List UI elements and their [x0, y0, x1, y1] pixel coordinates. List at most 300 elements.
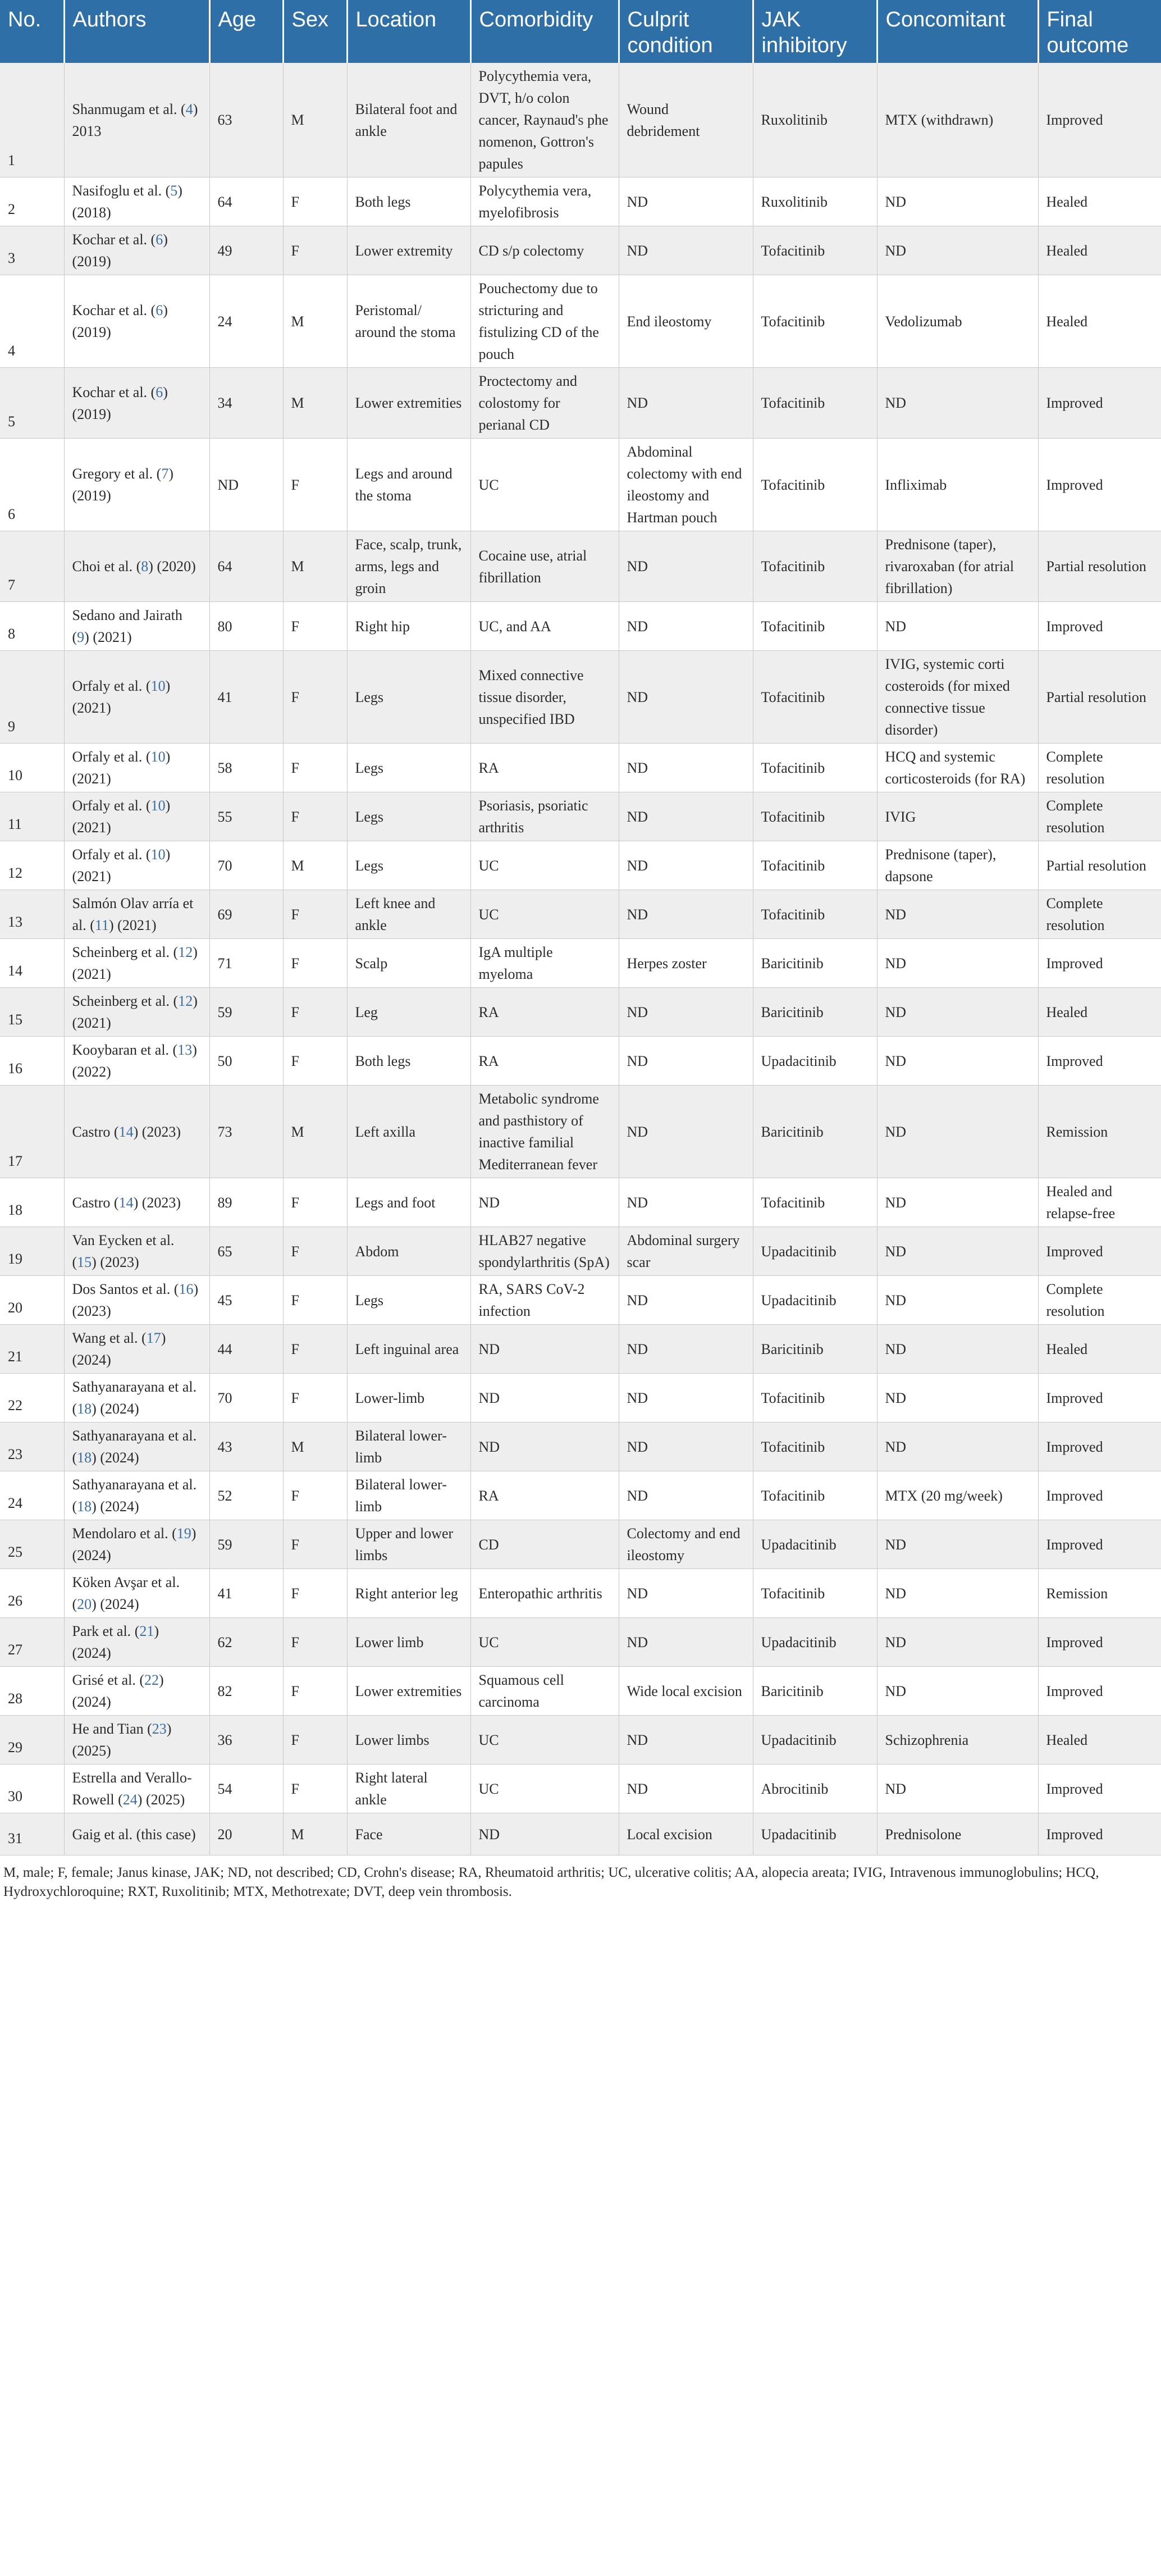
cell-age: 50 [209, 1037, 283, 1086]
cell-location: Face, scalp, trunk, arms, legs and groin [347, 531, 470, 602]
reference-link[interactable]: 22 [144, 1672, 159, 1688]
cell-authors: He and Tian (23) (2025) [64, 1716, 209, 1765]
reference-link[interactable]: 4 [185, 101, 193, 117]
cell-jak: Tofacitinib [753, 1423, 877, 1471]
cell-culprit: Wound debridement [619, 63, 753, 177]
reference-link[interactable]: 10 [150, 678, 166, 694]
cell-authors: Salmón Olav arría et al. (11) (2021) [64, 890, 209, 939]
cell-age: 89 [209, 1178, 283, 1227]
cell-sex: F [283, 1520, 347, 1569]
table-row [0, 531, 1161, 602]
cell-sex: F [283, 1227, 347, 1276]
cell-sex: M [283, 368, 347, 439]
cell-concomitant: Prednisolone [877, 1813, 1038, 1855]
cell-no: 1 [0, 63, 64, 177]
cell-authors: Grisé et al. (22) (2024) [64, 1667, 209, 1716]
table-row [0, 890, 1161, 939]
table-row [0, 1374, 1161, 1423]
cell-culprit: ND [619, 1325, 753, 1374]
author-name: Sathyanarayana et al. [72, 1379, 197, 1395]
author-year: (2024) [72, 1645, 111, 1661]
cell-comorbidity: HLAB27 negative spondylarthritis (SpA) [470, 1227, 619, 1276]
cell-comorbidity: UC [470, 439, 619, 531]
cell-jak: Ruxolitinib [753, 63, 877, 177]
cell-jak: Upadacitinib [753, 1618, 877, 1667]
cell-comorbidity: RA [470, 744, 619, 792]
cell-concomitant: IVIG, systemic corti costeroids (for mixed connective tissue disorder) [877, 651, 1038, 744]
cell-outcome: Improved [1038, 1227, 1161, 1276]
cell-authors: Sathyanarayana et al. (18) (2024) [64, 1423, 209, 1471]
cell-age: 34 [209, 368, 283, 439]
reference-link[interactable]: 10 [150, 749, 166, 765]
cell-location: Legs [347, 744, 470, 792]
cell-age: 43 [209, 1423, 283, 1471]
cell-no: 2 [0, 177, 64, 226]
cell-outcome: Complete resolution [1038, 792, 1161, 841]
cell-concomitant: Vedolizumab [877, 275, 1038, 368]
author-year: (2021) [72, 868, 111, 884]
cell-sex: F [283, 1276, 347, 1325]
cell-jak: Tofacitinib [753, 1178, 877, 1227]
cell-jak: Upadacitinib [753, 1520, 877, 1569]
cell-no: 20 [0, 1276, 64, 1325]
header-sex: Sex [283, 0, 347, 63]
cell-location: Bilateral foot and ankle [347, 63, 470, 177]
cell-culprit: ND [619, 841, 753, 890]
cell-outcome: Healed [1038, 1325, 1161, 1374]
cell-concomitant: ND [877, 988, 1038, 1037]
header-outcome: Final outcome [1038, 0, 1161, 63]
reference-link[interactable]: 13 [177, 1042, 193, 1058]
cell-comorbidity: CD [470, 1520, 619, 1569]
cell-sex: F [283, 1325, 347, 1374]
table-row [0, 1716, 1161, 1765]
cell-authors: Kochar et al. (6) (2019) [64, 368, 209, 439]
cell-location: Legs [347, 792, 470, 841]
author-name: Scheinberg et al. [72, 944, 170, 960]
cell-comorbidity: ND [470, 1423, 619, 1471]
cell-authors: Van Eycken et al. (15) (2023) [64, 1227, 209, 1276]
author-name: He and Tian [72, 1721, 144, 1737]
author-year: (2023) [138, 1194, 181, 1211]
cell-authors: Gregory et al. (7) (2019) [64, 439, 209, 531]
cell-jak: Tofacitinib [753, 1569, 877, 1618]
cell-authors: Wang et al. (17) (2024) [64, 1325, 209, 1374]
author-year: (2021) [89, 629, 132, 645]
author-name: Orfaly et al. [72, 797, 143, 814]
cell-age: 71 [209, 939, 283, 988]
author-name: Gregory et al. [72, 466, 153, 482]
cell-comorbidity: Proctectomy and colostomy for perianal CD [470, 368, 619, 439]
author-name: Orfaly et al. [72, 846, 143, 863]
author-year: (2023) [138, 1123, 181, 1140]
cell-no: 26 [0, 1569, 64, 1618]
author-name: Kochar et al. [72, 384, 148, 400]
cell-age: 20 [209, 1813, 283, 1855]
header-row [0, 0, 1161, 63]
reference-link[interactable]: 19 [176, 1525, 191, 1542]
cell-age: 63 [209, 63, 283, 177]
cell-authors: Kochar et al. (6) (2019) [64, 226, 209, 275]
cell-sex: F [283, 651, 347, 744]
cell-culprit: Herpes zoster [619, 939, 753, 988]
author-year: (2024) [96, 1401, 139, 1417]
cell-location: Legs and around the stoma [347, 439, 470, 531]
cell-outcome: Improved [1038, 439, 1161, 531]
cell-sex: F [283, 1667, 347, 1716]
cell-sex: M [283, 1423, 347, 1471]
cell-culprit: ND [619, 651, 753, 744]
cell-authors [64, 1813, 209, 1855]
table-footnote: M, male; F, female; Janus kinase, JAK; ND, not described; CD, Crohn's disease; RA, Rheumatoid arthritis; UC, ulcerative colitis; AA, alopecia areata; IVIG, Intravenous immunoglobulins; HCQ, Hydroxychloroquine; RXT, Ruxolitinib; MTX, Methotrexate; DVT, deep vein thrombosis. [3, 1865, 1099, 1899]
cell-comorbidity: UC [470, 890, 619, 939]
cell-no: 12 [0, 841, 64, 890]
cell-no: 19 [0, 1227, 64, 1276]
cell-culprit: ND [619, 531, 753, 602]
cell-comorbidity: RA [470, 988, 619, 1037]
cell-jak: Abrocitinib [753, 1765, 877, 1813]
cell-no: 11 [0, 792, 64, 841]
cell-no: 27 [0, 1618, 64, 1667]
table-row [0, 988, 1161, 1037]
reference-link[interactable]: 6 [156, 231, 163, 248]
author-year: (2023) [72, 1303, 111, 1319]
author-year: (2021) [72, 819, 111, 836]
cell-comorbidity: UC [470, 841, 619, 890]
cell-sex: F [283, 1178, 347, 1227]
cell-authors: Orfaly et al. (10) (2021) [64, 792, 209, 841]
cell-outcome: Improved [1038, 1765, 1161, 1813]
reference-link[interactable]: 12 [178, 944, 193, 960]
cell-jak: Upadacitinib [753, 1037, 877, 1086]
cell-sex: F [283, 744, 347, 792]
cell-location: Lower limb [347, 1618, 470, 1667]
author-year: (2024) [72, 1547, 111, 1563]
cell-jak: Upadacitinib [753, 1227, 877, 1276]
cell-sex: F [283, 792, 347, 841]
cell-authors: Mendolaro et al. (19) (2024) [64, 1520, 209, 1569]
table-row [0, 1813, 1161, 1855]
cell-comorbidity: RA, SARS CoV-2 infection [470, 1276, 619, 1325]
reference-link[interactable]: 24 [122, 1791, 138, 1808]
reference-link[interactable]: 9 [77, 629, 85, 645]
author-year: (2019) [72, 405, 111, 422]
cell-comorbidity: Squamous cell carcinoma [470, 1667, 619, 1716]
cell-comorbidity: ND [470, 1813, 619, 1855]
cell-authors: Choi et al. (8) (2020) [64, 531, 209, 602]
cell-age: 73 [209, 1086, 283, 1178]
cell-outcome: Improved [1038, 1618, 1161, 1667]
cell-concomitant: MTX (withdrawn) [877, 63, 1038, 177]
cell-concomitant: IVIG [877, 792, 1038, 841]
cell-sex: F [283, 602, 347, 651]
cell-sex: M [283, 275, 347, 368]
table-row [0, 1227, 1161, 1276]
reference-link[interactable]: 23 [152, 1721, 167, 1737]
cell-outcome: Improved [1038, 1037, 1161, 1086]
cell-jak: Tofacitinib [753, 439, 877, 531]
cell-culprit: ND [619, 1178, 753, 1227]
cell-age: 44 [209, 1325, 283, 1374]
cell-concomitant: ND [877, 1765, 1038, 1813]
cell-concomitant: ND [877, 368, 1038, 439]
cell-culprit: ND [619, 1569, 753, 1618]
cell-age: 59 [209, 1520, 283, 1569]
author-year: (2019) [72, 253, 111, 270]
cell-jak: Tofacitinib [753, 226, 877, 275]
cell-age: 41 [209, 651, 283, 744]
reference-link[interactable]: 15 [77, 1254, 92, 1270]
cell-no: 31 [0, 1813, 64, 1855]
cell-culprit: Colectomy and end ileostomy [619, 1520, 753, 1569]
reference-link[interactable]: 12 [178, 993, 193, 1009]
cell-location: Left axilla [347, 1086, 470, 1178]
cell-location: Bilateral lower-limb [347, 1423, 470, 1471]
author-year: (2019) [72, 487, 111, 504]
cell-culprit: ND [619, 1765, 753, 1813]
reference-link[interactable]: 17 [146, 1330, 161, 1346]
cell-concomitant: ND [877, 890, 1038, 939]
author-name: Kochar et al. [72, 302, 148, 318]
cell-comorbidity: ND [470, 1178, 619, 1227]
cell-concomitant: Prednisone (taper), rivaroxaban (for atrial fibrillation) [877, 531, 1038, 602]
cell-outcome: Remission [1038, 1086, 1161, 1178]
cell-authors: Dos Santos et al. (16) (2023) [64, 1276, 209, 1325]
author-year: (2021) [72, 770, 111, 787]
cell-outcome: Healed and relapse-free [1038, 1178, 1161, 1227]
reference-link[interactable]: 14 [118, 1194, 134, 1211]
cell-outcome: Improved [1038, 1471, 1161, 1520]
cell-no: 25 [0, 1520, 64, 1569]
cell-concomitant: ND [877, 1178, 1038, 1227]
cell-outcome: Complete resolution [1038, 744, 1161, 792]
cell-culprit: ND [619, 1618, 753, 1667]
reference-link[interactable]: 10 [150, 846, 166, 863]
cell-outcome: Improved [1038, 1520, 1161, 1569]
author-name: Sathyanarayana et al. [72, 1428, 197, 1444]
cell-jak: Tofacitinib [753, 1374, 877, 1423]
author-year: (2025) [142, 1791, 185, 1808]
cell-culprit: ND [619, 602, 753, 651]
reference-link[interactable]: 20 [77, 1596, 92, 1612]
author-name: Kooybaran et al. [72, 1042, 170, 1058]
cell-age: 69 [209, 890, 283, 939]
cell-outcome: Partial resolution [1038, 531, 1161, 602]
table-row [0, 1276, 1161, 1325]
cell-no: 8 [0, 602, 64, 651]
cell-jak: Tofacitinib [753, 1471, 877, 1520]
author-year: (2025) [72, 1743, 111, 1759]
reference-link[interactable]: 8 [141, 558, 149, 575]
header-authors: Authors [64, 0, 209, 63]
cell-location: Upper and lower limbs [347, 1520, 470, 1569]
table-row [0, 177, 1161, 226]
cell-culprit: Abdominal surgery scar [619, 1227, 753, 1276]
table-row [0, 1667, 1161, 1716]
cell-concomitant: ND [877, 1086, 1038, 1178]
cell-authors: Castro (14) (2023) [64, 1178, 209, 1227]
cell-location: Lower extremities [347, 368, 470, 439]
author-year: (2021) [72, 1015, 111, 1031]
cell-location: Peristomal/ around the stoma [347, 275, 470, 368]
cell-concomitant: ND [877, 602, 1038, 651]
cell-jak: Tofacitinib [753, 368, 877, 439]
cell-comorbidity: ND [470, 1374, 619, 1423]
cell-concomitant: HCQ and systemic corticosteroids (for RA) [877, 744, 1038, 792]
cell-concomitant: ND [877, 177, 1038, 226]
header-age: Age [209, 0, 283, 63]
cell-outcome: Healed [1038, 1716, 1161, 1765]
cell-location: Right hip [347, 602, 470, 651]
reference-link[interactable]: 6 [156, 302, 163, 318]
table-row [0, 63, 1161, 177]
cell-concomitant: Schizophrenia [877, 1716, 1038, 1765]
cell-jak: Tofacitinib [753, 602, 877, 651]
cell-jak: Baricitinib [753, 988, 877, 1037]
cell-age: 49 [209, 226, 283, 275]
cell-no: 5 [0, 368, 64, 439]
header-concomitant: Concomitant [877, 0, 1038, 63]
author-year: (2024) [72, 1352, 111, 1368]
author-year: (2024) [72, 1694, 111, 1710]
reference-link[interactable]: 14 [118, 1123, 134, 1140]
table-row [0, 602, 1161, 651]
cell-comorbidity: UC, and AA [470, 602, 619, 651]
reference-link[interactable]: 16 [179, 1281, 194, 1297]
cell-location: Legs [347, 1276, 470, 1325]
cell-age: 55 [209, 792, 283, 841]
cell-concomitant: ND [877, 226, 1038, 275]
header-culprit: Culprit condition [619, 0, 753, 63]
reference-link[interactable]: 18 [77, 1498, 92, 1515]
cell-authors: Orfaly et al. (10) (2021) [64, 841, 209, 890]
cell-comorbidity: UC [470, 1765, 619, 1813]
author-name: Salmón Olav arría et al. [72, 895, 194, 933]
reference-link[interactable]: 5 [170, 183, 178, 199]
author-name: Estrella and Verallo-Rowell [72, 1770, 192, 1808]
cell-location: Scalp [347, 939, 470, 988]
cell-outcome: Partial resolution [1038, 651, 1161, 744]
reference-link[interactable]: 7 [161, 466, 169, 482]
cell-comorbidity: RA [470, 1037, 619, 1086]
author-name: Castro [72, 1194, 111, 1211]
cell-location: Right lateral ankle [347, 1765, 470, 1813]
cell-location: Legs and foot [347, 1178, 470, 1227]
cell-age: 45 [209, 1276, 283, 1325]
author-name: Park et al. [72, 1623, 131, 1639]
cell-authors: Köken Avşar et al. (20) (2024) [64, 1569, 209, 1618]
cell-comorbidity: CD s/p colectomy [470, 226, 619, 275]
table-row [0, 939, 1161, 988]
cell-comorbidity: UC [470, 1618, 619, 1667]
cell-age: ND [209, 439, 283, 531]
cell-no: 6 [0, 439, 64, 531]
cell-jak: Baricitinib [753, 1325, 877, 1374]
cell-location: Lower extremity [347, 226, 470, 275]
reference-link[interactable]: 18 [77, 1449, 92, 1466]
cell-no: 16 [0, 1037, 64, 1086]
cell-culprit: ND [619, 1471, 753, 1520]
cell-culprit: ND [619, 890, 753, 939]
cell-no: 28 [0, 1667, 64, 1716]
cell-jak: Baricitinib [753, 1667, 877, 1716]
cell-no: 9 [0, 651, 64, 744]
table-row [0, 1423, 1161, 1471]
reference-link[interactable]: 21 [139, 1623, 154, 1639]
cell-jak: Tofacitinib [753, 890, 877, 939]
cell-concomitant: ND [877, 1520, 1038, 1569]
author-year: (2021) [72, 700, 111, 716]
author-name: Grisé et al. [72, 1672, 136, 1688]
cell-age: 36 [209, 1716, 283, 1765]
reference-link[interactable]: 10 [150, 797, 166, 814]
author-year: (2021) [72, 966, 111, 982]
cell-concomitant: Infliximab [877, 439, 1038, 531]
reference-link[interactable]: 11 [94, 917, 109, 933]
cell-age: 58 [209, 744, 283, 792]
cell-sex: F [283, 1765, 347, 1813]
cell-sex: F [283, 890, 347, 939]
cell-age: 24 [209, 275, 283, 368]
cell-location: Lower limbs [347, 1716, 470, 1765]
header-no: No. [0, 0, 64, 63]
cell-outcome: Healed [1038, 226, 1161, 275]
cell-age: 70 [209, 1374, 283, 1423]
author-name: Van Eycken et al. [72, 1232, 175, 1248]
cell-culprit: ND [619, 368, 753, 439]
table-row [0, 841, 1161, 890]
cell-culprit: Local excision [619, 1813, 753, 1855]
cell-concomitant: Prednisone (taper), dapsone [877, 841, 1038, 890]
cell-age: 54 [209, 1765, 283, 1813]
cell-sex: M [283, 531, 347, 602]
cell-outcome: Improved [1038, 602, 1161, 651]
table-row [0, 1569, 1161, 1618]
reference-link[interactable]: 6 [156, 384, 163, 400]
cell-sex: F [283, 1618, 347, 1667]
cell-authors: Kooybaran et al. (13) (2022) [64, 1037, 209, 1086]
cell-culprit: ND [619, 1037, 753, 1086]
cell-outcome: Improved [1038, 939, 1161, 988]
cell-authors: Sedano and Jairath (9) (2021) [64, 602, 209, 651]
cell-culprit: ND [619, 1276, 753, 1325]
cell-sex: M [283, 63, 347, 177]
cell-comorbidity: Polycythemia vera, DVT, h/o colon cancer, Raynaud's phe nomenon, Gottron's papules [470, 63, 619, 177]
author-name: Nasifoglu et al. [72, 183, 162, 199]
table-row [0, 226, 1161, 275]
author-name: Scheinberg et al. [72, 993, 170, 1009]
cell-jak: Baricitinib [753, 1086, 877, 1178]
table-row [0, 1325, 1161, 1374]
cell-sex: F [283, 988, 347, 1037]
cell-outcome: Improved [1038, 1423, 1161, 1471]
cell-sex: F [283, 939, 347, 988]
cell-jak: Tofacitinib [753, 841, 877, 890]
reference-link[interactable]: 18 [77, 1401, 92, 1417]
cell-comorbidity: Cocaine use, atrial fibrillation [470, 531, 619, 602]
cell-concomitant: ND [877, 1227, 1038, 1276]
cell-age: 82 [209, 1667, 283, 1716]
cell-outcome: Improved [1038, 1374, 1161, 1423]
cell-authors: Park et al. (21) (2024) [64, 1618, 209, 1667]
author-name: Dos Santos et al. [72, 1281, 171, 1297]
author-year: (2021) [113, 917, 157, 933]
cell-sex: M [283, 1813, 347, 1855]
author-year: (2024) [96, 1449, 139, 1466]
cell-culprit: Wide local excision [619, 1667, 753, 1716]
author-year: (2024) [96, 1596, 139, 1612]
cell-culprit: ND [619, 1423, 753, 1471]
